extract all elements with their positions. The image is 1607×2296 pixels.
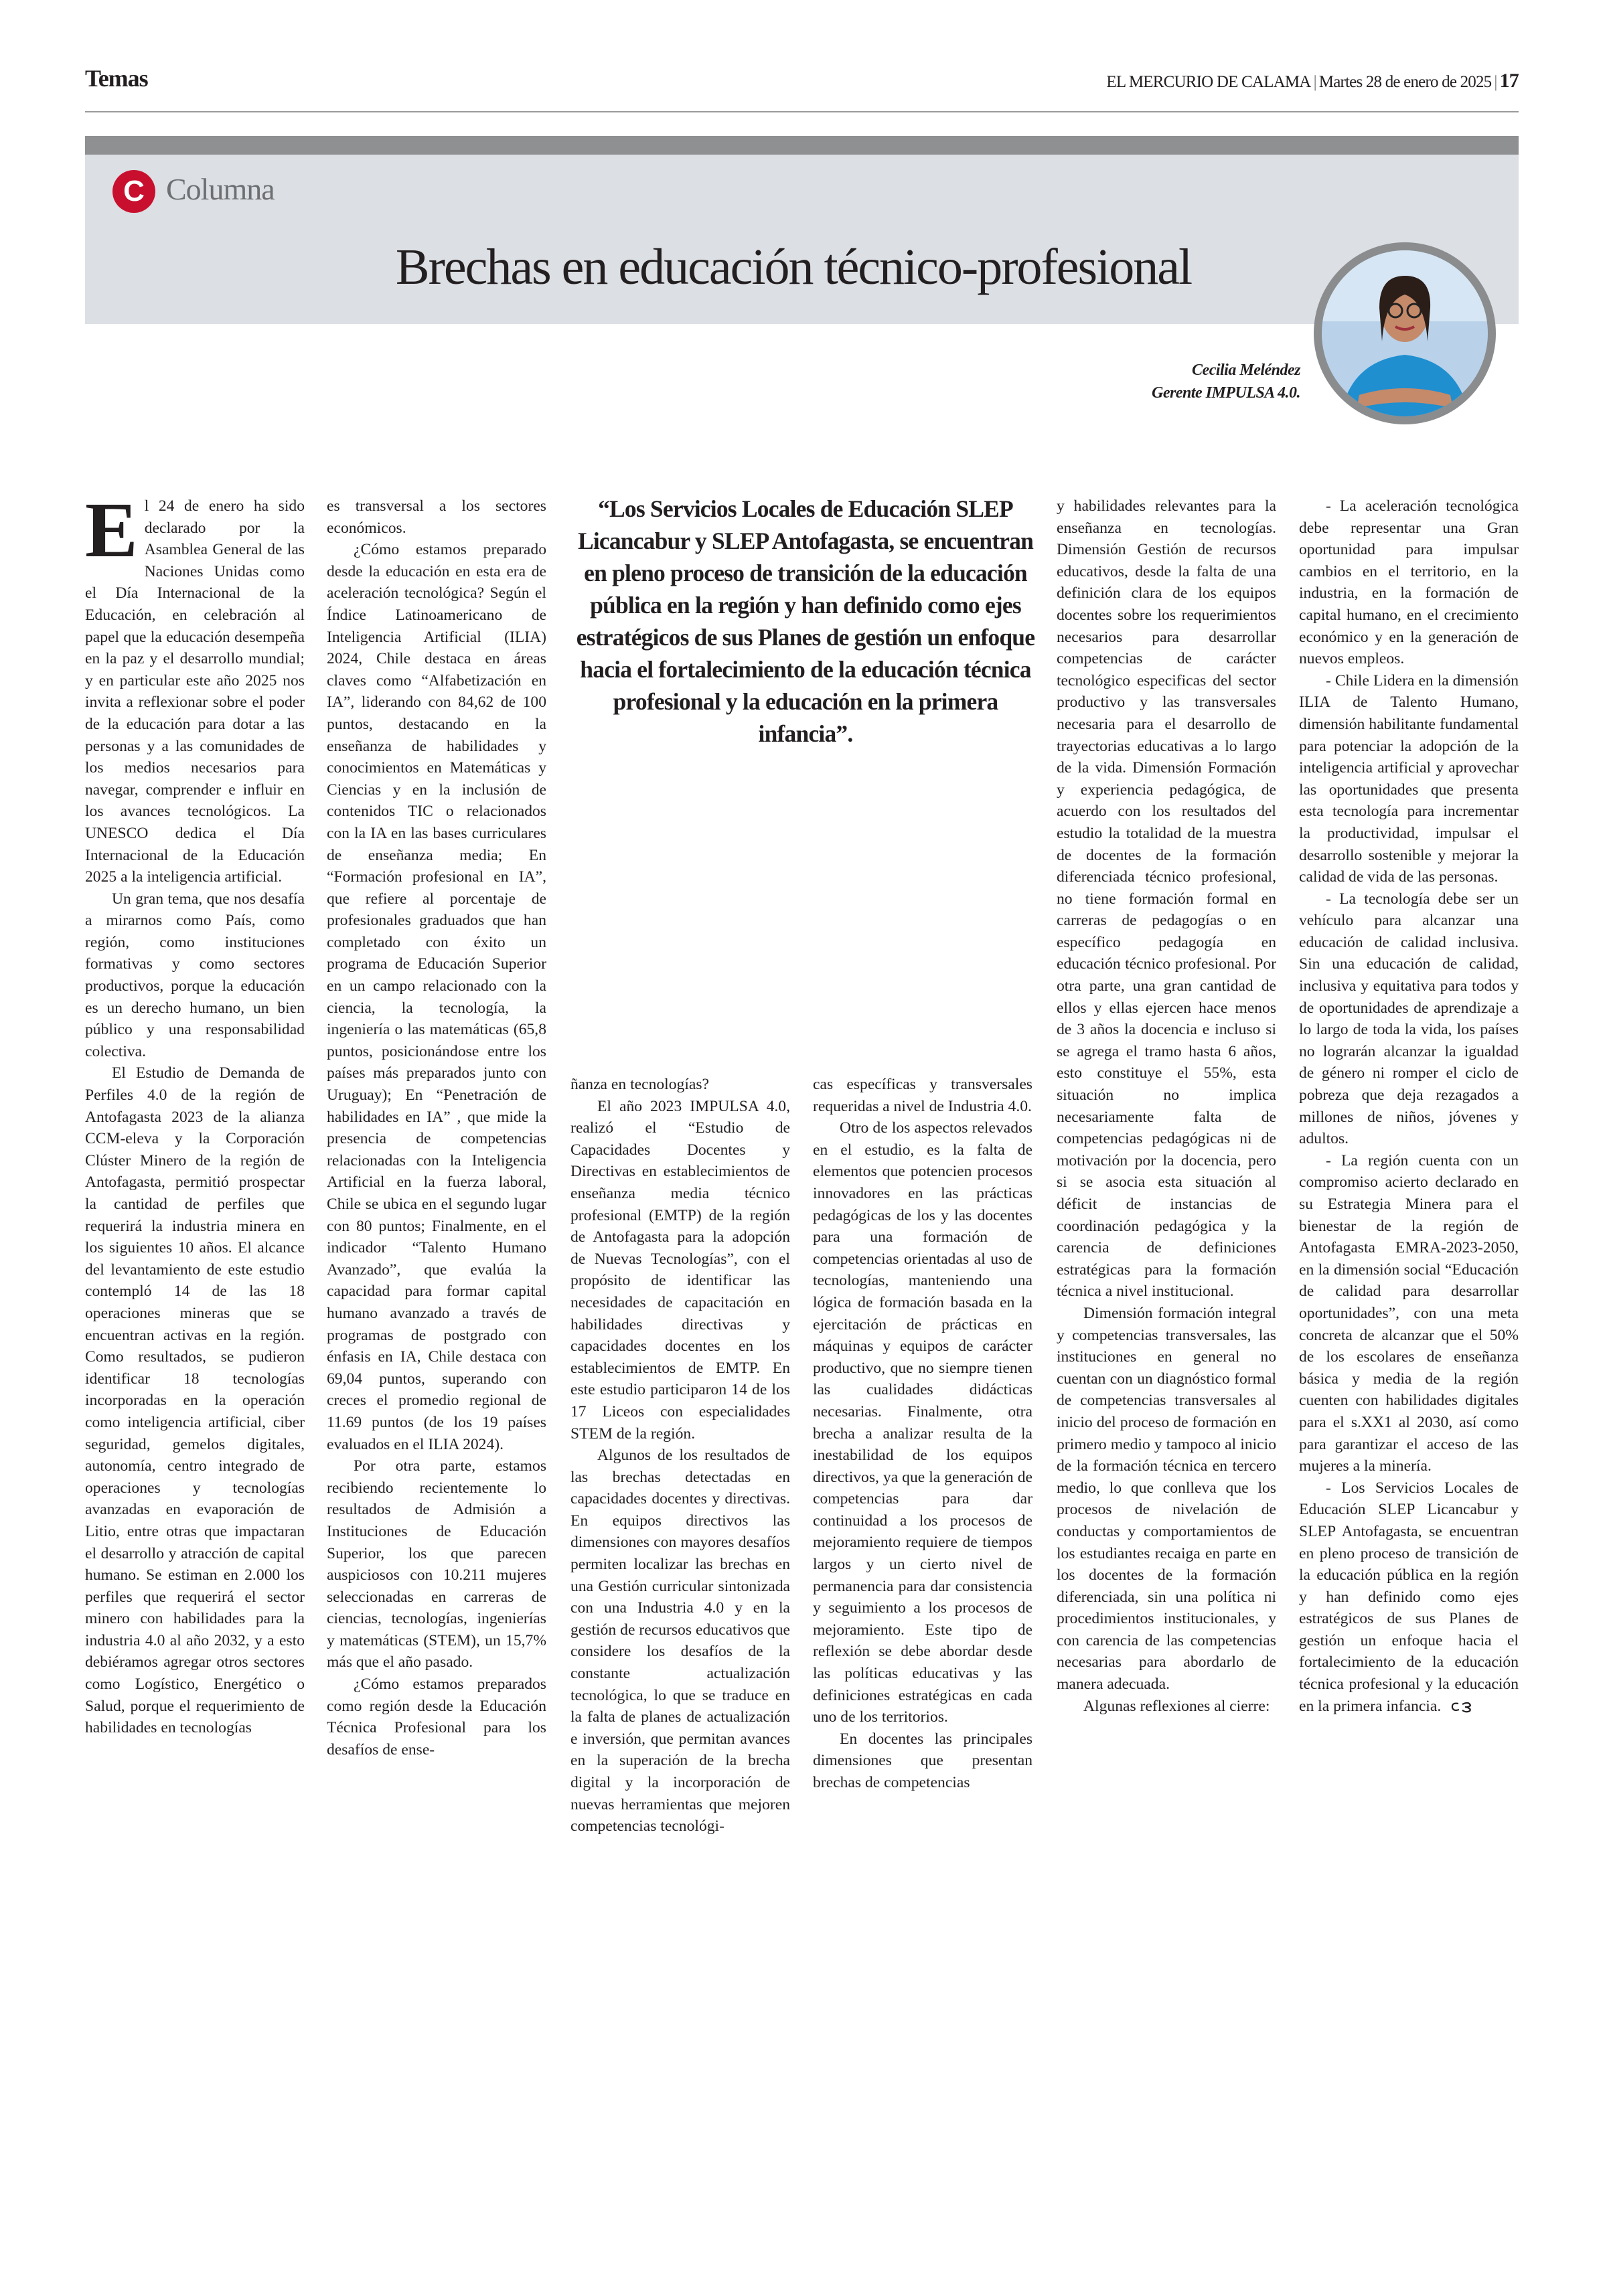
paragraph: En docentes las principales dimensiones que presentan brechas de competencias — [813, 1730, 1032, 1791]
paragraph-text: - Los Servicios Locales de Educación SLEP Licancabur y SLEP Antofagasta, se encuentran en pleno proceso de transición de la educación pública en la región y han definido como ejes estratégicos de sus Planes de gestión un enfoque hacia el fortalecimiento de la educación técnica profesional y la educación en la primera infancia. — [1299, 1479, 1519, 1715]
paragraph: - Chile Lidera en la dimensión ILIA de Talento Humano, dimensión habilitante fundamental para potenciar la adopción de la inteligencia artificial y aprovechar las oportunidades que presenta esta tecnología para incrementar la productividad, impulsar el desarrollo sostenible y mejorar la calidad de vida de las personas. — [1299, 671, 1519, 886]
paragraph — [1299, 1477, 1519, 1718]
article-column-1 — [85, 486, 305, 1739]
paragraph-text: l 24 de enero ha sido declarado por la Asamblea General de las Naciones Unidas como el Día Internacional de la Educación, en celebración al papel que la educación desempeña en la paz y el desarrollo mundial; y en particular este año 2025 nos invita a reflexionar sobre el poder de la educación para dotar a las personas y a las comunidades de los medios necesarios para navegar, comprender e influir en los avances tecnológicos. La UNESCO dedica el Día Internacional de la Educación 2025 a la inteligencia artificial. — [85, 497, 305, 886]
paragraph: y habilidades relevantes para la enseñanza en tecnologías. Dimensión Gestión de recursos educativos, desde la falta de una definición clara de los equipos docentes sobre los requerimientos necesarios para desarrollar competencias de carácter tecnológico especificas del sector productivo y las transversales necesaria para el desarrollo de trayectorias educativas a lo largo de la vida. Dimensión Formación y experiencia pedagógica, de acuerdo con los resultados del estudio la totalidad de la muestra de docentes de la formación diferenciada técnico profesional, no tiene formación formal en carreras de pedagogías o en específico pedagogía en educación técnico profesional. Por otra parte, una gran cantidad de ellos y ellas ejercen hace menos de 3 años la docencia e incluso si se agrega el tramo hasta 6 años, esto constituye el 55%, esta situación no implica necesariamente falta de competencias pedagógicas ni de motivación por la docencia, pero si se asocia esta situación al déficit de instancias de coordinación pedagógica y la carencia de definiciones estratégicas para la formación técnica a nivel institucional. — [1057, 497, 1276, 1301]
paragraph: El año 2023 IMPULSA 4.0, realizó el “Estudio de Capacidades Docentes y Directivas en establecimientos de enseñanza media técnico profesional (EMTP) de la región de Antofagasta para la adopción de Nuevas Tecnologías”, con el propósito de identificar las necesidades de capacitación en habilidades directivas y capacidades docentes en los establecimientos de EMTP. En este estudio participaron 14 de los 17 Liceos con especialidades STEM de la región. — [570, 1097, 790, 1443]
article-headline: Brechas en educación técnico-profesional — [395, 239, 1192, 295]
issue-date: Martes 28 de enero de 2025 — [1318, 73, 1492, 91]
newspaper-name: EL MERCURIO DE CALAMA — [1106, 73, 1311, 91]
paragraph: Algunas reflexiones al cierre: — [1083, 1697, 1270, 1715]
paragraph: - La aceleración tecnológica debe representar una Gran oportunidad para impulsar cambios en el territorio, en la industria, en la formación de capital humano, en el crecimiento económico y en la generación de nuevos empleos. — [1299, 497, 1519, 668]
article-column-3 — [570, 1074, 790, 1837]
paragraph: Algunos de los resultados de las brechas detectadas en capacidades docentes y directivas. En equipos directivos las dimensiones con mayores desafíos permiten localizar las brechas en una Gestión curricular sintonizada con una Industria 4.0 y en la gestión de recursos educativos que considere los desafíos de la constante actualización tecnológica, lo que se traduce en la falta de planes de actualización e inversión, que permitan avances en la superación de la brecha digital y la incorporación de nuevas herramientas que mejoren competencias tecnológi- — [570, 1447, 790, 1835]
column-logo-icon: C — [112, 170, 155, 213]
pull-quote: “Los Servicios Locales de Educación SLEP Licancabur y SLEP Antofagasta, se encuentran en pleno proceso de transición de la educación pública en la región y han definido como ejes estratégicos de sus Planes de gestión un enfoque hacia el fortalecimiento de la educación técnica profesional y la educación en la primera infancia”. — [576, 495, 1035, 747]
author-photo — [1312, 241, 1497, 426]
paragraph: Dimensión formación integral y competencias transversales, las instituciones en general no cuentan con un diagnóstico formal de competencias transversales al inicio del proceso de formación en primero medio y tampoco al inicio de la formación técnica en tercero medio, lo que conlleva que los procesos de nivelación de conductas y comportamientos de los estudiantes recaiga en parte en los docentes de la formación diferenciada, sin una política ni procedimientos institucionales, y con carencia de las competencias necesarias para abordarlo de manera adecuada. — [1057, 1304, 1276, 1694]
author-role: Gerente IMPULSA 4.0. — [1151, 384, 1300, 402]
paragraph: Otro de los aspectos relevados en el estudio, es la falta de elementos que potencien procesos innovadores en las prácticas pedagógicas de los y las docentes para una formación de competencias orientadas al uso de tecnologías, manteniendo una lógica de formación basada en la ejercitación de prácticas en máquinas y equipos de carácter productivo, que no siempre tienen las cualidades didácticas necesarias. Finalmente, otra brecha a analizar resulta de la inestabilidad de los equipos directivos, ya que la generación de competencias para dar continuidad a los procesos de mejoramiento requiere de tiempos largos y un cierto nivel de permanencia para dar consistencia y seguimiento a los procesos de mejoramiento. Este tipo de reflexión se debe abordar desde las políticas educativas y las definiciones estratégicas en cada uno de los territorios. — [813, 1119, 1032, 1726]
paragraph: - La región cuenta con un compromiso acierto declarado en su Estrategia Minera para el bienestar de la región de Antofagasta EMRA-2023-2050, en la dimensión social “Educación de calidad para desarrollar oportunidades”, con una meta concreta de alcanzar que el 50% de los escolares de enseñanza básica y media de la región cuenten con habilidades digitales para el s.XX1 al 2030, así como para garantizar el acceso de las mujeres a la minería. — [1299, 1151, 1519, 1475]
drop-cap: E — [85, 486, 138, 574]
paragraph: ¿Cómo estamos preparado desde la educación en esta era de aceleración tecnológica? Según el Índice Latinoamericano de Inteligencia Artificial (ILIA) 2024, Chile destaca en áreas claves como “Alfabetización en IA”, liderando con 84,62 de 100 puntos, destacando en la enseñanza de habilidades y conocimientos en Matemáticas y Ciencias y en la inclusión de contenidos TIC o relacionados con la IA en las bases curriculares de enseñanza media; En “Formación profesional en IA”, que refiere al porcentaje de profesionales graduados que han completado con éxito un programa de Educación Superior en un campo relacionado con la ciencia, la tecnología, la ingeniería o las matemáticas (65,8 puntos, posicionándose entre los países más preparados junto con Uruguay); En “Penetración de habilidades en IA” , que mide la presencia de competencias relacionadas con la Inteligencia Artificial en la fuerza laboral, Chile se ubica en el segundo lugar con 80 puntos; Finalmente, en el indicador “Talento Humano Avanzado”, que evalúa la capacidad para formar capital humano avanzado a través de programas de postgrado con énfasis en IA, Chile destaca con 69,04 puntos, superando con creces el promedio regional de 11.69 puntos (de los 19 países evaluados en el ILIA 2024). — [327, 541, 546, 1453]
paragraph: Por otra parte, estamos recibiendo recientemente lo resultados de Admisión a Instituciones de Educación Superior, los que parecen auspiciosos con 10.211 mujeres seleccionadas en carreras de ciencias, tecnologías, ingenierías y matemáticas (STEM), un 15,7% más que el año pasado. — [327, 1457, 546, 1671]
paragraph: ¿Cómo estamos preparados como región desde la Educación Técnica Profesional para los desafíos de ense- — [327, 1675, 546, 1758]
header-divider — [85, 111, 1519, 112]
paragraph — [85, 486, 305, 888]
section-label: Temas — [85, 65, 148, 92]
author-name: Cecilia Meléndez — [1192, 361, 1300, 379]
end-of-article-icon — [1450, 1701, 1473, 1713]
header-band-strip — [85, 136, 1519, 155]
page-number: 17 — [1499, 70, 1519, 92]
article-column-5 — [1057, 495, 1276, 1717]
article-column-6 — [1299, 495, 1519, 1717]
article-column-4 — [813, 1074, 1032, 1794]
article-column-2 — [327, 495, 546, 1760]
paragraph: es transversal a los sectores económicos. — [327, 497, 546, 537]
paragraph: cas específicas y transversales requeridas a nivel de Industria 4.0. — [813, 1076, 1032, 1115]
paragraph: Un gran tema, que nos desafía a mirarnos como País, como región, como instituciones formativas y como sectores productivos, porque la educación es un derecho humano, un bien público y una responsabilidad colectiva. — [85, 890, 305, 1060]
column-tag-label: Columna — [166, 172, 275, 206]
paragraph: ñanza en tecnologías? — [570, 1076, 709, 1093]
masthead: EL MERCURIO DE CALAMA | Martes 28 de enero de 2025 | 17 — [1106, 70, 1519, 92]
paragraph: - La tecnología debe ser un vehículo para alcanzar una educación de calidad inclusiva. Sin una educación de calidad, inclusiva y equitativa para todos y de oportunidades de aprendizaje a lo largo de toda la vida, los países no lograrán alcanzar la igualdad de género ni romper el ciclo de pobreza que deja rezagados a millones de niños, jóvenes y adultos. — [1299, 890, 1519, 1148]
paragraph: El Estudio de Demanda de Perfiles 4.0 de la región de Antofagasta 2023 de la alianza CCM-eleva y la Corporación Clúster Minero de la región de Antofagasta, permitió prospectar la cantidad de perfiles que requerirá la industria minera en los siguientes 10 años. El alcance del levantamiento de este estudio contempló 14 de las 18 operaciones mineras que se encuentran activas en la región. Como resultados, se pudieron identificar 18 tecnologías incorporadas en la operación como inteligencia artificial, ciber seguridad, gemelos digitales, autonomía, centro integrado de operaciones y tecnologías avanzadas en evaporación de Litio, entre otras que impactaran el desarrollo y atracción de capital humano. Se estiman en 2.000 los perfiles que requerirá el sector minero con habilidades para la industria 4.0 al año 2032, y a esto debiéramos agregar otros sectores como Logístico, Energético o Salud, porque el requerimiento de habilidades en tecnologías — [85, 1064, 305, 1737]
